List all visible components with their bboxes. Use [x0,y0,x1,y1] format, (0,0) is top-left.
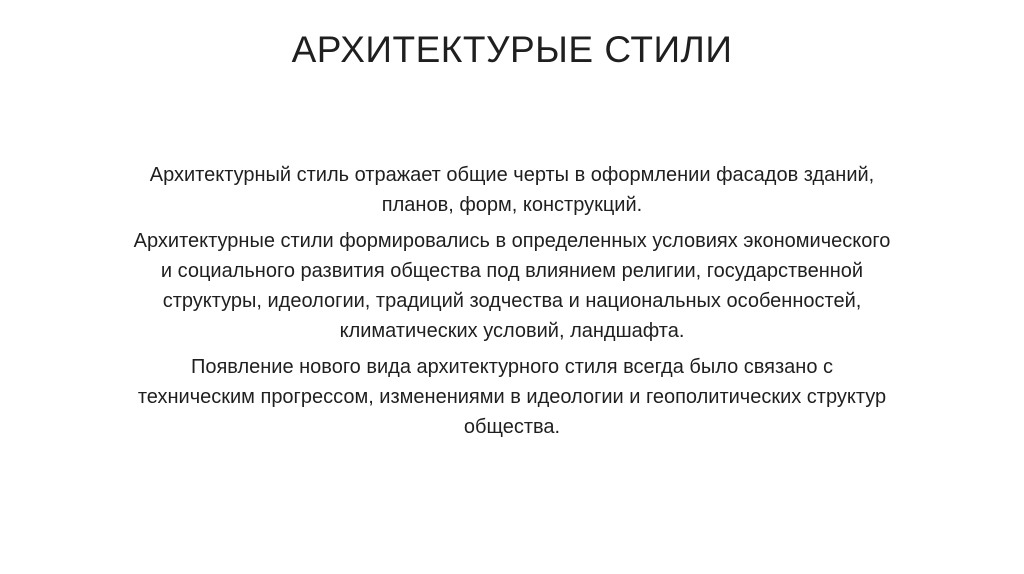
paragraph-new-style-emergence: Появление нового вида архитектурного стиля всегда было связано с техническим прогрессом, изменениями в идеологии и геополитических структур общества. [137,356,887,438]
slide-title: АРХИТЕКТУРЫЕ СТИЛИ [291,29,733,70]
paragraph-style-definition: Архитектурный стиль отражает общие черты в оформлении фасадов зданий, планов, форм, конструкций. [149,164,875,216]
slide-body [130,160,894,448]
paragraph-style-formation: Архитектурные стили формировались в определенных условиях экономического и социального развития общества под влиянием религии, государственной структуры, идеологии, традиций зодчества и национальных особенностей, климатических условий, ландшафта. [133,230,891,342]
